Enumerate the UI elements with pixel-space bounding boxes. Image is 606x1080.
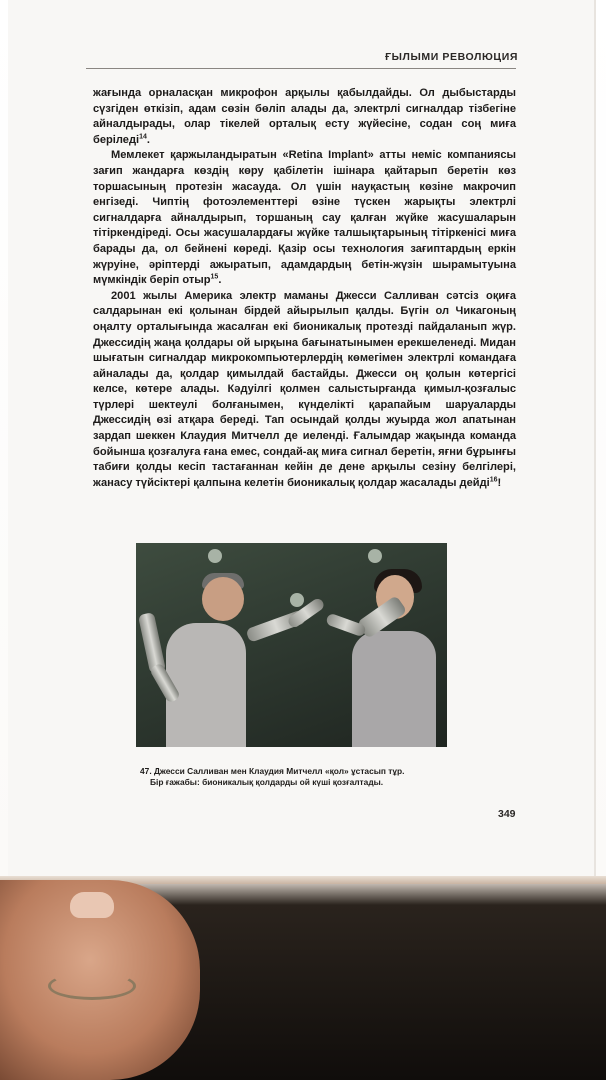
thumbnail <box>70 892 114 918</box>
ring <box>48 972 136 1000</box>
paragraph: Мемлекет қаржыландыратын «Retina Implant» атты неміс компаниясы зағип жандарға көздің көру қабілетін ішінара қайтарып беретін көз торшасының протезін жасауда. Ол үшін науқастың көзіне макрочип енгізеді. Чиптің фотоэлементтері өзіне түскен жарықты электрлі сигналдарға айналдырып, торшаның сау қалған жүйке жасушаларын тітіркендіреді. Осы жасушалардағы жүйке талшықтарының тітіркенісі миға барады да, ол бейнені көреді. Қазір осы технология зағиптардың еркін жүруіне, әріптерді ажыратып, адамдардың бетін-жүзін шырамытуына мүмкіндік беріп отыр$^{15}$. <box>93 149 516 287</box>
bionic-arm <box>325 613 367 638</box>
paragraph: жағында орналасқан микрофон арқылы қабылдайды. Ол дыбыстарды сүзгіден өткізіп, адам сөзін бөліп алады да, электрлі сигналдар тізбегіне айналдырады, олар тікелей орталық есту жүйесіне, содан соң миға беріледі$^{14}$. <box>93 87 516 146</box>
person-left <box>166 623 246 747</box>
figure-caption: 47. Джесси Салливан мен Клаудия Митчелл «қол» ұстасып тұр. Бір ғажабы: бионикалық қолдарды ой күші қозғалтады. <box>140 766 405 787</box>
photo-bionic-arms <box>136 543 447 747</box>
header-rule <box>86 68 516 69</box>
page-number: 349 <box>498 808 516 820</box>
wall-logo <box>368 549 382 563</box>
body-text <box>93 86 516 491</box>
person-right <box>352 631 436 747</box>
person-left-head <box>202 577 244 621</box>
paragraph: 2001 жылы Америка электр маманы Джесси Салливан сәтсіз оқиға салдарынан екі қолынан бірдей айырылып қалды. Бүгін ол Чикагоның оңалту орталығында жасалған екі бионикалық протезді пайдаланып жүр. Джессидің жаңа қолдары ой ырқына бағынатынымен ерекшеленеді. Мидан шығатын сигналдар микрокомпьютерлердің көмегімен электрлі командаға айналады да, қолдар қимылдай бастайды. Джесси оң қолын көтергісі келсе, көтере алады. Кәдуілгі қолмен салыстырғанда қимыл-қозғалыс түрлері шектеулі болғанымен, күнделікті қарапайым шаруаларды Джессидің өзі атқара береді. Тап осындай қолды жуырда жол апатынан зардап шеккен Клаудия Митчелл де иеленді. Ғалымдар жақында команда бойынша қозғалуға ғана емес, сондай-ақ миға сигнал беретін, яғни бұрынғы табиғи қолды кесіп тастағаннан кейін де дене арқылы сезіну белгілері, жанасу түйсіктері қалпына келетін бионикалық қолдар жасалады дейді$^{16}$! <box>93 289 516 489</box>
wall-logo <box>208 549 222 563</box>
running-head: ҒЫЛЫМИ РЕВОЛЮЦИЯ <box>385 51 518 63</box>
wall-logo <box>290 593 304 607</box>
